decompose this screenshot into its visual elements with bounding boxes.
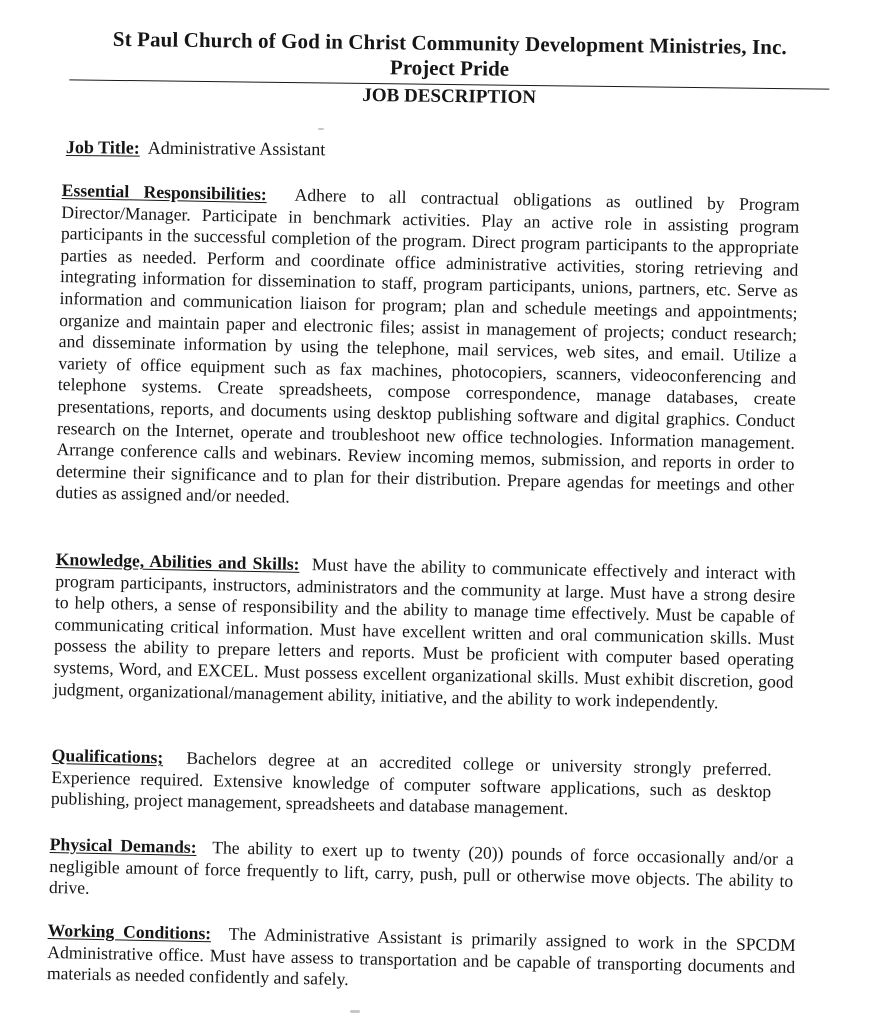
section-body: Bachelors degree at an accredited college or university strongly preferred. Experience required. Extensive knowledge of computer software applications, such as desktop publishing, project management, spreadsheets and database management. [50,747,772,819]
section-body: Must have the ability to communicate effectively and interact with program participants, instructors, administrators and the community at large. Must have a strong desire to help others, a sense of responsibility and the ability to manage time effectively. Must be capable of communicating critical information. Must have excellent written and oral communication skills. Must possess the ability to prepare letters and reports. Must be proficient with computer based operating systems, Word, and EXCEL. Must possess excellent organizational skills. Must exhibit discretion, good judgment, organizational/management ability, initiative, and the ability to work independently. [52,554,796,712]
section-body: The ability to exert up to twenty (20)) pounds of force occasionally and/or a negligible amount of force frequently to lift, carry, push, pull or otherwise move objects. The ability to drive. [48,837,794,898]
section-label: Knowledge, Abilities and Skills: [55,549,300,574]
physical-demands-section [49,834,794,914]
section-label: Essential Responsibilities: [61,180,268,205]
qualifications-section [51,745,772,824]
knowledge-abilities-skills-section [53,549,796,715]
document-header [59,25,840,114]
project-name: Project Pride [389,55,510,81]
section-label: Physical Demands: [49,834,197,857]
section-label: Qualifications; [51,745,164,768]
section-body: The Administrative Assistant is primarily assigned to work in the SPCDM Administrative office. Must have assess to transportation and be capable of transporting documents and materials as needed confidently and safely. [46,923,796,990]
job-title-value: Administrative Assistant [147,137,326,160]
essential-responsibilities-section [55,180,799,519]
scan-speck [350,1010,360,1013]
job-title-label: Job Title: [65,136,140,158]
document-type-heading: JOB DESCRIPTION [362,84,537,109]
working-conditions-section [47,920,796,1000]
section-body: Adhere to all contractual obligations as outlined by Program Director/Manager. Participate in benchmark activities. Play an active role in assisting program participants in the successful completion of the program. Direct program participants to the appropriate parties as needed. Perform and coordinate office administrative activities, storing retrieving and integrating information for dissemination to staff, program participants, unions, partners, etc. Serve as information and communication liaison for program; plan and schedule meetings and appointments; organize and maintain paper and electronic files; assist in management of projects; conduct research; and disseminate information by using the telephone, mail services, web sites, and email. Utilize a variety of office equipment such as fax machines, photocopiers, scanners, videoconferencing and telephone systems. Create spreadsheets, compose correspondence, manage databases, create presentations, reports, and documents using desktop publishing software and digital graphics. Conduct research on the Internet, operate and troubleshoot new office technologies. Information management. Arrange conference calls and webinars. Review incoming memos, submission, and reports in order to determine their significance and to plan for their distribution. Prepare agendas for meetings and other duties as assigned and/or needed. [55,184,800,507]
scan-speck [318,128,324,130]
section-label: Working Conditions: [47,920,212,944]
organization-name: St Paul Church of God in Christ Community Development Ministries, Inc. [112,26,787,60]
job-title-line [66,136,326,160]
